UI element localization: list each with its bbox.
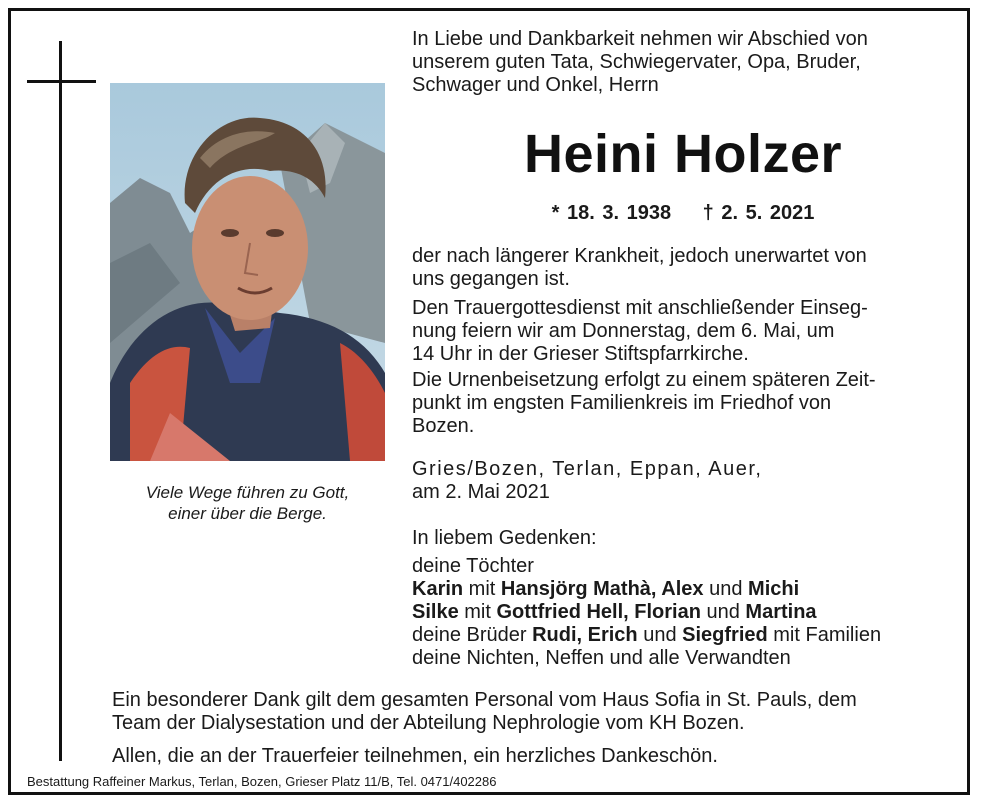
connector: mit Familien bbox=[767, 624, 882, 646]
thanks-line: Team der Dialysestation und der Abteilung Nephrologie vom KH Bozen. bbox=[112, 712, 745, 734]
death-date: † 2. 5. 2021 bbox=[702, 202, 815, 224]
paragraph-line: 14 Uhr in der Grieser Stiftspfarrkirche. bbox=[412, 343, 749, 365]
connector: deine Brüder bbox=[412, 624, 533, 646]
family-name: Rudi, Erich bbox=[532, 624, 638, 646]
thanks-line: Ein besonderer Dank gilt dem gesamten Personal vom Haus Sofia in St. Pauls, dem bbox=[112, 689, 857, 711]
paragraph-line: punkt im engsten Familienkreis im Friedhof von bbox=[412, 392, 832, 414]
thanks-closing: Allen, die an der Trauerfeier teilnehmen, ein herzliches Dankeschön. bbox=[112, 745, 718, 767]
family-name: Michi bbox=[748, 578, 800, 600]
paragraph-line: Den Trauergottesdienst mit anschließender Einseg- bbox=[412, 297, 868, 319]
family-name: Martina bbox=[745, 601, 817, 623]
intro-line: Schwager und Onkel, Herrn bbox=[412, 74, 659, 96]
thanks-text bbox=[112, 689, 954, 735]
paragraph-service bbox=[412, 297, 954, 366]
photo-caption bbox=[110, 482, 385, 524]
paragraph-illness bbox=[412, 245, 954, 291]
paragraph-line: der nach längerer Krankheit, jedoch unerwartet von bbox=[412, 245, 867, 267]
family-line-brothers bbox=[412, 624, 954, 647]
life-dates bbox=[412, 200, 954, 226]
connector: und bbox=[703, 578, 749, 600]
family-name: Silke bbox=[412, 601, 459, 623]
birth-date: * 18. 3. 1938 bbox=[551, 202, 672, 224]
paragraph-line: nung feiern wir am Donnerstag, dem 6. Mai, um bbox=[412, 320, 835, 342]
connector: mit bbox=[463, 578, 501, 600]
family-daughters: deine Töchter bbox=[412, 555, 534, 577]
family-name: Hansjörg Mathà, Alex bbox=[500, 578, 704, 600]
cross-icon bbox=[59, 41, 62, 761]
paragraph-line: uns gegangen ist. bbox=[412, 268, 570, 290]
date-line: am 2. Mai 2021 bbox=[412, 481, 550, 503]
family-name: Karin bbox=[412, 578, 464, 600]
caption-line: Viele Wege führen zu Gott, bbox=[145, 483, 350, 502]
place-and-date bbox=[412, 458, 954, 504]
deceased-name: Heini Holzer bbox=[523, 124, 843, 184]
intro-line: In Liebe und Dankbarkeit nehmen wir Abschied von bbox=[412, 28, 868, 50]
portrait-photo bbox=[110, 83, 385, 461]
connector: und bbox=[700, 601, 746, 623]
paragraph-line: Die Urnenbeisetzung erfolgt zu einem späteren Zeit- bbox=[412, 369, 876, 391]
family-list bbox=[412, 555, 954, 670]
place-line: Gries/Bozen, Terlan, Eppan, Auer, bbox=[412, 458, 763, 480]
family-line-silke bbox=[412, 601, 954, 624]
family-name: Gottfried Hell, Florian bbox=[496, 601, 701, 623]
connector: und bbox=[637, 624, 683, 646]
family-line-karin bbox=[412, 578, 954, 601]
cross-icon-bar bbox=[27, 80, 96, 83]
paragraph-line: Bozen. bbox=[412, 415, 475, 437]
memory-heading: In liebem Gedenken: bbox=[412, 527, 597, 549]
funeral-home-footer: Bestattung Raffeiner Markus, Terlan, Bozen, Grieser Platz 11/B, Tel. 0471/402286 bbox=[27, 774, 497, 789]
paragraph-burial bbox=[412, 369, 954, 438]
intro-line: unserem guten Tata, Schwiegervater, Opa, Bruder, bbox=[412, 51, 861, 73]
family-name: Siegfried bbox=[682, 624, 768, 646]
intro-text bbox=[412, 28, 954, 97]
connector: mit bbox=[458, 601, 497, 623]
caption-line: einer über die Berge. bbox=[168, 504, 327, 523]
family-relatives: deine Nichten, Neffen und alle Verwandten bbox=[412, 647, 791, 669]
